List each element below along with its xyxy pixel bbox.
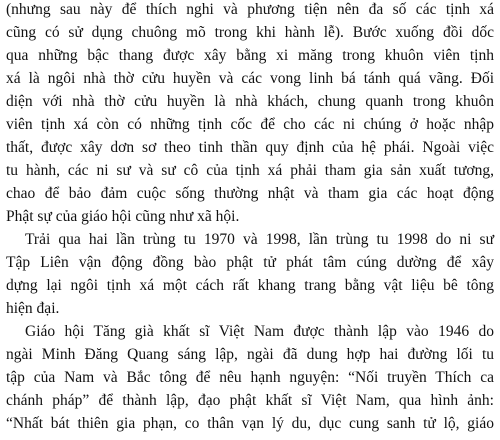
text-line-1: (nhưng sau này để thích nghi và phương tiện nên đa số các tịnh xá: [6, 1, 494, 18]
text-line-2: cũng có sử dụng chuông mõ trong khi hành lễ). Bước xuống đồi dốc: [6, 24, 494, 41]
text-line-19: “Nhất bát thiên gia phạn, co thân vạn lý du, dục cung sanh tử lộ, giáo: [6, 415, 494, 432]
text-line-15: Giáo hội Tăng già khất sĩ Việt Nam được thành lập vào 1946 do: [25, 323, 494, 340]
text-line-16: ngài Minh Đăng Quang sáng lập, ngài đã dung hợp hai đường lối tu: [6, 346, 494, 363]
text-line-6: viên tịnh xá còn có những tịnh cốc để cho các ni chúng ở hoặc nhập: [6, 116, 494, 133]
text-line-12: Tập Liên vận động đồng bào phật tử phát tâm cúng dường để xây: [6, 254, 494, 271]
text-line-11: Trải qua hai lần trùng tu 1970 và 1998, lần trùng tu 1998 do ni sư: [25, 231, 494, 248]
text-line-3: qua những bậc thang được xây bằng xi măng trong khuôn viên tịnh: [6, 47, 494, 64]
text-line-8: tu hành, các ni sư và sư cô của tịnh xá phải tham gia sản xuất tương,: [6, 162, 494, 179]
text-line-18: chánh pháp” để thành lập, đạo phật khất sĩ Việt Nam, qua hình ảnh:: [6, 392, 494, 409]
text-line-14: hiện đại.: [6, 300, 60, 317]
text-line-9: chao để bảo đảm cuộc sống thường nhật và tham gia các hoạt động: [6, 185, 494, 202]
text-line-17: tập của Nam và Bắc tông để nêu hạnh nguyện: “Nối truyền Thích ca: [6, 369, 494, 386]
text-line-10: Phật sự của giáo hội cũng như xã hội.: [6, 208, 240, 225]
text-line-5: diện với nhà thờ cửu huyền là nhà khách, chung quanh trong khuôn: [6, 93, 494, 110]
text-line-13: dựng lại ngôi tịnh xá một cách rất khang trang bằng vật liệu bê tông: [6, 277, 494, 294]
text-line-4: xá là ngôi nhà thờ cửu huyền và các vong linh bá tánh quá vãng. Đối: [6, 70, 494, 87]
text-line-7: thất, được xây dơn sơ theo tinh thần quy định của hệ phái. Ngoài việc: [6, 139, 494, 156]
